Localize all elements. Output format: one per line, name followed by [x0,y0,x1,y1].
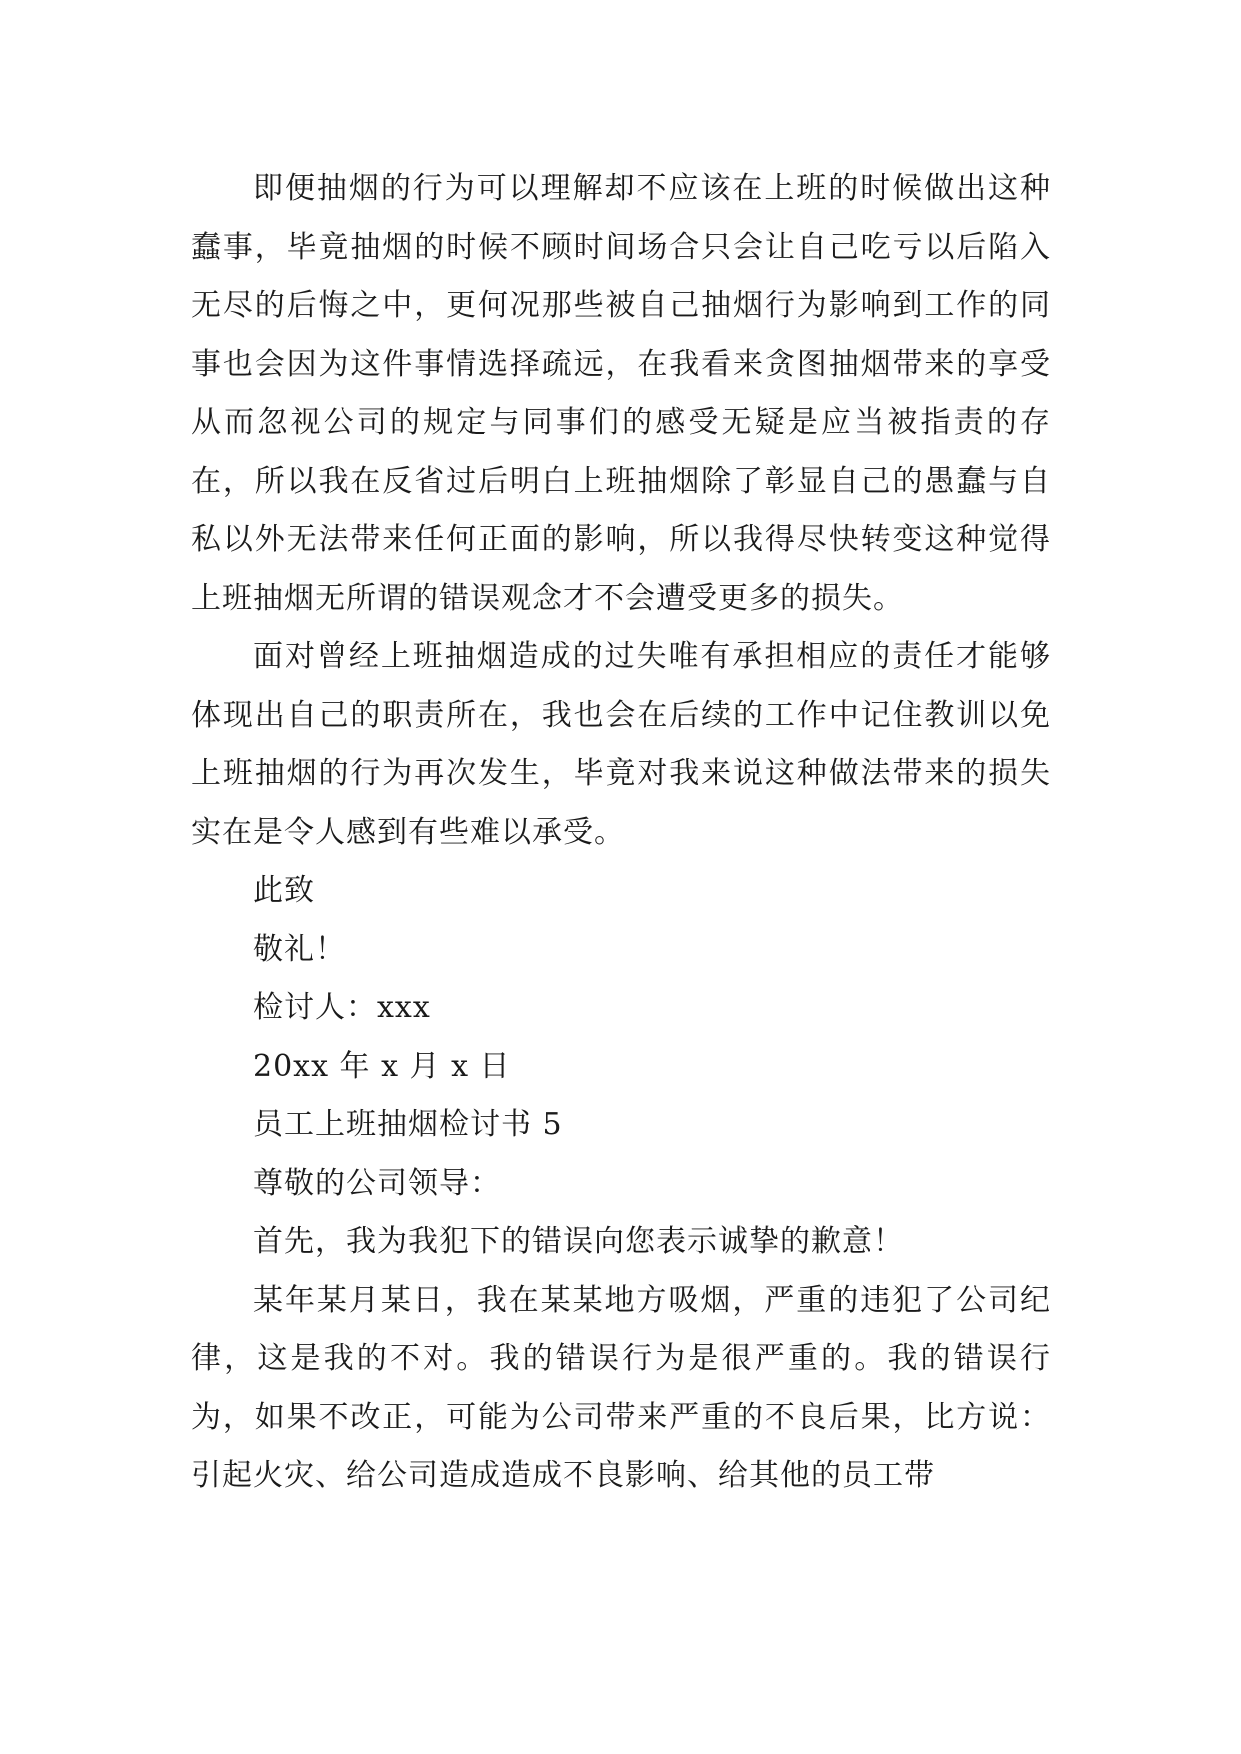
opening-line: 首先，我为我犯下的错误向您表示诚挚的歉意！ [253,1224,904,1259]
signature-line: 检讨人：xxx [253,990,431,1025]
paragraph-reflection: 即便抽烟的行为可以理解却不应该在上班的时候做出这种蠢事，毕竟抽烟的时候不顾时间场合只会让自己吃亏以后陷入无尽的后悔之中，更何况那些被自己抽烟行为影响到工作的同事也会因为这件事情选择疏远，在我看来贪图抽烟带来的享受从而忽视公司的规定与同事们的感受无疑是应当被指责的存在，所以我在反省过后明白上班抽烟除了彰显自己的愚蠢与自私以外无法带来任何正面的影响，所以我得尽快转变这种觉得上班抽烟无所谓的错误观念才不会遭受更多的损失。 [191,171,1051,616]
paragraph-incident: 某年某月某日，我在某某地方吸烟，严重的违犯了公司纪律，这是我的不对。我的错误行为是很严重的。我的错误行为，如果不改正，可能为公司带来严重的不良后果，比方说：引起火灾、给公司造成造成不良影响、给其他的员工带 [191,1282,1051,1493]
greeting-line: 尊敬的公司领导： [253,1165,501,1201]
paragraph-responsibility: 面对曾经上班抽烟造成的过失唯有承担相应的责任才能够体现出自己的职责所在，我也会在后续的工作中记住教训以免上班抽烟的行为再次发生，毕竟对我来说这种做法带来的损失实在是令人感到有些难以承受。 [191,639,1051,850]
document-body [191,160,1051,1506]
section-title: 员工上班抽烟检讨书 5 [253,1107,563,1142]
date-line: 20xx 年 x 月 x 日 [253,1048,511,1084]
salute-line: 敬礼！ [253,931,346,967]
closing-line: 此致 [253,873,315,908]
